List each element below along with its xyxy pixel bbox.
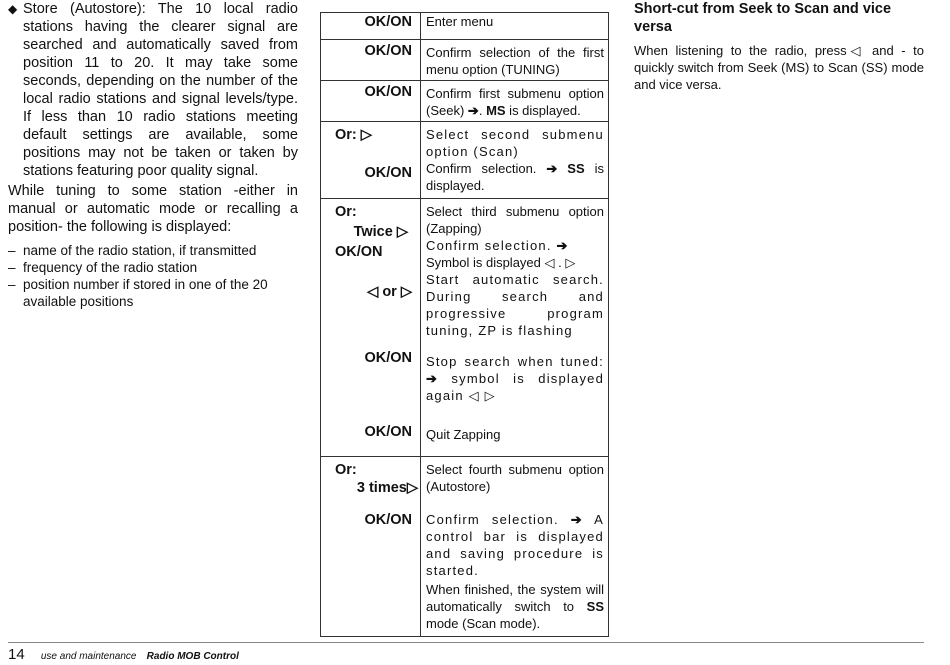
step-description: Confirm selection. ➔ A control bar is displayed and saving procedure is started. [426, 512, 605, 578]
key-label: OK/ON [335, 244, 383, 260]
table-row [321, 13, 609, 40]
arrow-right-icon: ➔ [556, 238, 569, 253]
key-label: OK/ON [364, 424, 412, 440]
step-description: When finished, the system will automatically switch to SS mode (Scan mode). [426, 582, 604, 631]
footer-divider [8, 642, 924, 643]
tuning-paragraph: While tuning to some station -either in manual or automatic mode or recalling a position- the following is displayed: [8, 183, 298, 235]
document-title: use and maintenance [40, 651, 137, 662]
twice-next-key: Twice ▷ [353, 224, 408, 240]
key-label: OK/ON [364, 43, 412, 59]
table-row [321, 122, 609, 199]
table-row [321, 81, 609, 122]
shortcut-paragraph: When listening to the radio, press◁ and - to quickly switch from Seek (MS) to Scan (SS) mode and vice versa. [634, 43, 924, 92]
key-label: OK/ON [364, 512, 412, 528]
display-info-list [8, 242, 298, 310]
step-description: Confirm selection. ➔ [426, 238, 569, 253]
key-label: OK/ON [364, 350, 412, 366]
store-bullet [8, 0, 298, 180]
store-paragraph: Store (Autostore): The 10 local radio stations having the clearer signal are searched and automatically saved from position 11 to 20. It may take some seconds, depending on the number of the local radio stations and signal levels/type. If less than 10 radio stations meeting default settings are available, some positions may not be taken or taken by stations featuring poor quality signal. [23, 1, 298, 179]
step-description: Start automatic search. During search and progressive program tuning, ZP is flashing [426, 272, 604, 338]
key-label: OK/ON [364, 14, 412, 30]
left-column [8, 0, 298, 310]
arrow-right-icon: ➔ [546, 161, 558, 176]
shortcut-heading: Short-cut from Seek to Scan and vice versa [634, 1, 892, 35]
procedure-table [320, 12, 609, 637]
or-key: Or: [335, 462, 357, 478]
step-description: Confirm selection. ➔ SS is displayed. [426, 161, 604, 193]
key-label: OK/ON [364, 84, 412, 100]
table-row [321, 199, 609, 457]
step-description: Symbol is displayed ◁ . ▷ [426, 255, 576, 270]
list-item: – position number if stored in one of the 20 available positions [8, 277, 268, 309]
page-number: 14 [8, 646, 25, 663]
prev-or-next-key: ◁ or ▷ [367, 284, 412, 300]
step-description: Select third submenu option (Zapping) [426, 204, 604, 236]
step-description: Select second submenu option (Scan) [426, 127, 604, 159]
diamond-bullet-icon: ◆ [8, 2, 18, 16]
page-footer [8, 647, 239, 665]
step-description: Quit Zapping [426, 427, 501, 442]
list-item: – frequency of the radio station [8, 260, 198, 275]
arrow-right-icon: ➔ [570, 512, 583, 527]
table-row [321, 457, 609, 637]
or-key: Or: [335, 204, 357, 220]
arrow-right-icon: ➔ [467, 103, 479, 118]
or-next-key: Or: ▷ [335, 127, 372, 143]
key-label: OK/ON [364, 165, 412, 181]
product-name: Radio MOB Control [146, 651, 239, 662]
right-column [634, 0, 924, 93]
step-description: Select fourth submenu option (Autostore) [426, 462, 604, 494]
step-description: Confirm selection of the first menu option (TUNING) [426, 45, 604, 77]
arrow-right-icon: ➔ [426, 371, 439, 386]
list-item: – name of the radio station, if transmitted [8, 243, 257, 258]
step-description: Stop search when tuned: ➔ symbol is displayed again ◁ ▷ [426, 354, 604, 403]
step-description: Confirm first submenu option (Seek) ➔. MS is displayed. [426, 86, 604, 118]
table-row [321, 40, 609, 81]
three-times-next-key: 3 times▷ [356, 480, 418, 496]
step-description: Enter menu [426, 14, 494, 29]
